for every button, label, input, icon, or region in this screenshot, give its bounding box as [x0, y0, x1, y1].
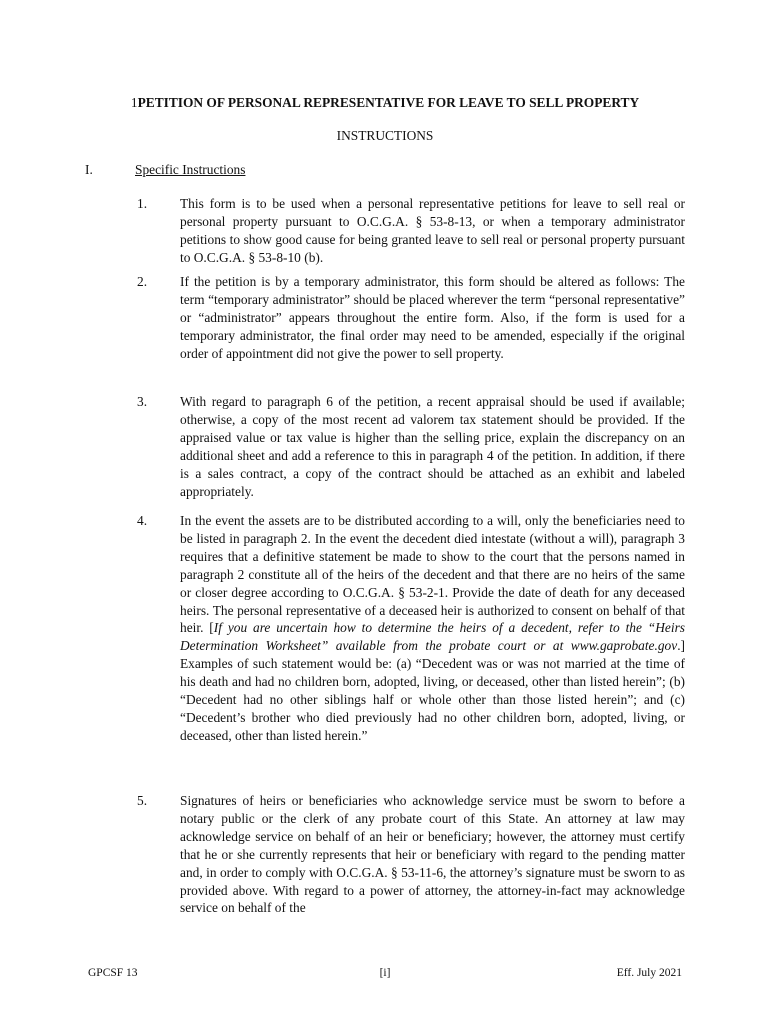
section-number: I.: [85, 162, 93, 177]
footer-form-id: GPCSF 13: [88, 967, 138, 979]
item-number: 3.: [137, 394, 148, 409]
item-number: 5.: [137, 793, 148, 808]
item-text: This form is to be used when a personal representative petitions for leave to sell real or personal property pursuant to O.C.G.A. § 53-8-13, or when a temporary administrator petitions to show good cause for being granted leave to sell real or personal property pursuant to O.C.G.A. § 53-8-10 (b).: [180, 196, 685, 265]
title-text: PETITION OF PERSONAL REPRESENTATIVE FOR LEAVE TO SELL PROPERTY: [137, 95, 640, 110]
item-text: With regard to paragraph 6 of the petition, a recent appraisal should be used if available; otherwise, a copy of the most recent ad valorem tax statement should be provided. If the appraised value or tax value is higher than the selling price, explain the discrepancy on an additional sheet and add a reference to this in paragraph 4 of the petition. In addition, if there is a sales contract, a copy of the contract should be attached as an exhibit and labeled appropriately.: [180, 394, 685, 499]
footnote-marker: 1: [130, 95, 138, 110]
item-number: 4.: [137, 513, 148, 528]
item-text-italic: If you are uncertain how to determine the heirs of a decedent, refer to the “Heirs Determination Worksheet” available from the probate court or at www.gaprobate.gov: [180, 620, 686, 654]
section-title: Specific Instructions: [135, 162, 246, 177]
item-number: 1.: [137, 196, 148, 211]
instructions-heading: INSTRUCTIONS: [336, 128, 434, 143]
document-title: [0, 94, 770, 112]
item-number: 2.: [137, 274, 148, 289]
item-text: [180, 512, 685, 745]
item-text: Signatures of heirs or beneficiaries who acknowledge service must be sworn to before a notary public or the clerk of any probate court of this State. An attorney at law may acknowledge service on behalf of an heir or beneficiary; however, the attorney must certify that he or she currently represents that heir or beneficiary with regard to the pending matter and, in order to comply with O.C.G.A. § 53-11-6, the attorney’s signature must be sworn to as provided above. With regard to a power of attorney, the attorney-in-fact may acknowledge service on behalf of the: [180, 793, 685, 916]
footer-page-number: [i]: [379, 967, 391, 979]
item-text-part: In the event the assets are to be distributed according to a will, only the beneficiaries need to be listed in paragraph 2. In the event the decedent died intestate (without a will), paragraph 3 requires that a definitive statement be made to show to the court that the persons named in paragraph 2 constitute all of the heirs of the decedent and that there are no heirs of the same or closer degree according to O.C.G.A. § 53-2-1. Provide the date of death for any deceased heirs. The personal representative of a deceased heir is authorized to consent on behalf of that heir. [: [180, 513, 685, 636]
footer-effective-date: Eff. July 2021: [616, 967, 682, 979]
item-text: If the petition is by a temporary administrator, this form should be altered as follows: The term “temporary administrator” should be placed wherever the term “personal representative” or “administrator” appears throughout the entire form. Also, if the form is used for a temporary administrator, the final order may need to be amended, especially if the original order of appointment did not give the power to sell property.: [180, 274, 685, 361]
item-text-part: .] Examples of such statement would be: (a) “Decedent was or was not married at the time of his death and had no children born, adopted, living, or deceased, other than listed herein”; (b) “Decedent had no other siblings half or whole other than those listed herein”; and (c) “Decedent’s brother who died previously had no other children born, adopted, living, or deceased, other than listed herein.”: [180, 638, 685, 743]
